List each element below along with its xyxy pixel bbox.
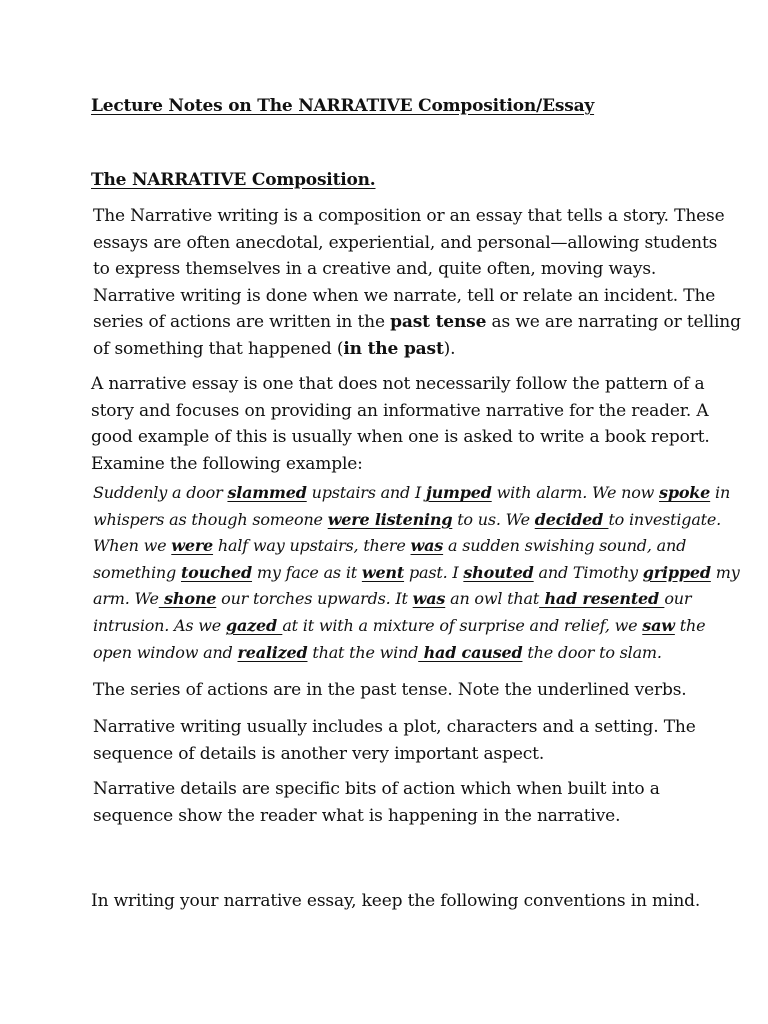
underlined-verb: shouted — [463, 562, 534, 582]
conventions-paragraph — [91, 888, 700, 915]
underlined-verb: decided — [534, 509, 609, 529]
bold-term: in the past — [343, 338, 444, 359]
underlined-verb: jumped — [425, 483, 492, 502]
text-line: to express themselves in a creative and, quite often, moving ways. — [93, 259, 657, 280]
underlined-verb: gazed — [225, 615, 283, 635]
section-heading: The NARRATIVE Composition. — [91, 170, 376, 190]
text-line: sequence show the reader what is happening in the narrative. — [93, 805, 621, 826]
text-run: upstairs and I — [306, 483, 426, 502]
text-line — [93, 336, 741, 363]
text-line: The series of actions are in the past tense. Note the underlined verbs. — [93, 680, 687, 700]
series-note-paragraph — [93, 677, 687, 704]
text-run: to us. We — [452, 509, 535, 529]
text-run: series of actions are written in the — [93, 312, 391, 333]
underlined-verb: realized — [237, 642, 308, 662]
text-run: something — [93, 562, 181, 582]
underlined-verb: was — [412, 589, 446, 609]
bold-term: past tense — [390, 312, 487, 333]
text-line: good example of this is usually when one is asked to write a book report. — [91, 427, 710, 448]
text-run: an owl that — [445, 589, 540, 609]
text-line: Narrative details are specific bits of action which when built into a — [93, 779, 660, 799]
text-run: of something that happened ( — [93, 338, 344, 359]
text-run: with alarm. We now — [491, 483, 660, 502]
underlined-verb: slammed — [227, 483, 307, 502]
text-line: story and focuses on providing an informative narrative for the reader. A — [91, 400, 709, 421]
underlined-verb: saw — [642, 615, 675, 635]
underlined-verb: had caused — [418, 642, 523, 662]
intro-paragraph — [93, 203, 741, 363]
text-run: that the wind — [307, 642, 419, 662]
text-run: the — [674, 615, 706, 635]
text-run: in — [710, 483, 731, 502]
example-line — [93, 507, 740, 534]
text-line: The Narrative writing is a composition or an essay that tells a story. These — [93, 206, 725, 226]
text-run: When we — [93, 536, 172, 556]
underlined-verb: was — [410, 536, 444, 556]
text-run: arm. We — [93, 589, 159, 609]
underlined-verb: were listening — [327, 509, 453, 529]
essay-definition-paragraph — [91, 371, 710, 477]
example-passage — [93, 480, 740, 666]
example-line — [93, 640, 740, 667]
text-line: In writing your narrative essay, keep the following conventions in mind. — [91, 891, 701, 911]
text-line: Narrative writing usually includes a plot, characters and a setting. The — [93, 717, 696, 737]
text-line: Narrative writing is done when we narrate, tell or relate an incident. The — [93, 285, 716, 306]
text-run: at it with a mixture of surprise and relief, we — [282, 615, 643, 635]
text-run: my face as it — [252, 562, 362, 582]
text-run: a sudden swishing sound, and — [443, 536, 687, 556]
underlined-verb: went — [361, 562, 405, 582]
elements-note-paragraph — [93, 714, 696, 767]
text-run: past. I — [404, 562, 464, 582]
text-run: Suddenly a door — [93, 483, 228, 502]
example-line — [93, 586, 740, 613]
text-line — [93, 309, 741, 336]
text-run: our — [664, 589, 692, 609]
details-note-paragraph — [93, 776, 660, 829]
text-run: ). — [443, 338, 456, 359]
document-title: Lecture Notes on The NARRATIVE Composition/Essay — [91, 96, 595, 116]
text-line: essays are often anecdotal, experiential, and personal—allowing students — [93, 232, 718, 253]
text-run: whispers as though someone — [93, 509, 328, 529]
example-line — [93, 533, 740, 560]
text-run: my — [710, 562, 740, 582]
text-run: and Timothy — [533, 562, 643, 582]
example-line — [93, 480, 740, 507]
text-line: Examine the following example: — [91, 453, 363, 474]
text-line: A narrative essay is one that does not necessarily follow the pattern of a — [91, 374, 705, 394]
text-run: open window and — [93, 642, 238, 662]
example-line — [93, 560, 740, 587]
text-run: as we are narrating or telling — [486, 312, 741, 333]
text-run: to investigate. — [608, 509, 722, 529]
underlined-verb: spoke — [659, 483, 711, 502]
underlined-verb: gripped — [642, 562, 711, 582]
underlined-verb: had resented — [539, 589, 665, 609]
text-run: half way upstairs, there — [213, 536, 411, 556]
text-run: the door to slam. — [522, 642, 662, 662]
underlined-verb: touched — [180, 562, 253, 582]
text-run: intrusion. As we — [93, 615, 226, 635]
example-line — [93, 613, 740, 640]
text-line: sequence of details is another very important aspect. — [93, 743, 545, 764]
underlined-verb: were — [171, 536, 214, 556]
text-run: our torches upwards. It — [216, 589, 413, 609]
underlined-verb: shone — [158, 589, 217, 609]
